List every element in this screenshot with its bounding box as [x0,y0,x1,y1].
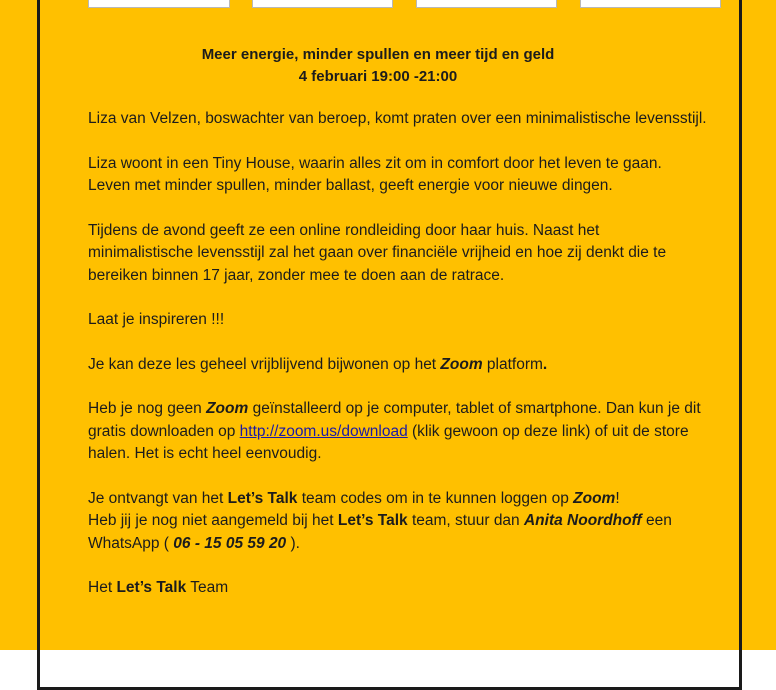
signature: Het Let’s Talk Team [88,579,229,596]
zoom-download-link[interactable]: http://zoom.us/download [239,422,408,440]
contact-phone: 06 - 15 05 59 20 [173,534,287,552]
paragraph-inspire: Laat je inspireren !!! [88,311,225,328]
event-date: 4 februari 19:00 -21:00 [298,68,458,85]
contact-name: Anita Noordhoff [523,512,642,529]
paragraph-tour: Tijdens de avond geeft ze een online rondleiding door haar huis. Naast het minimalistische levensstijl zal het gaan over financiële vrijheid en hoe zij denkt die te bereiken binnen 17 jaar, zonder mee te doen aan de ratrace. [88,221,667,284]
zoom-emphasis: Zoom [440,355,483,373]
paragraph-intro: Liza van Velzen, boswachter van beroep, komt praten over een minimalistische levensstijl. [88,110,707,127]
flyer-content [88,44,708,622]
zoom-emphasis: Zoom [206,400,249,417]
event-title: Meer energie, minder spullen en meer tijd en geld [201,46,555,63]
paragraph-zoom-install: Heb je nog geen Zoom geïnstalleerd op je computer, tablet of smartphone. Dan kun je dit gratis downloaden op http://zoom.us/download (klik gewoon op deze link) of uit de store halen. Het is echt heel eenvoudig. [88,400,701,462]
event-heading [28,44,728,88]
zoom-emphasis: Zoom [573,489,616,507]
team-name: Let’s Talk [116,579,187,596]
paragraph-zoom-platform: Je kan deze les geheel vrijblijvend bijwonen op het Zoom platform. [88,355,548,373]
team-name: Let’s Talk [227,489,298,507]
paragraph-codes: Je ontvangt van het Let’s Talk team codes om in te kunnen loggen op Zoom! Heb jij je nog niet aangemeld bij het Let’s Talk team, stuur dan Anita Noordhoff een WhatsApp ( 06 - 15 05 59 20 ). [88,489,672,552]
paragraph-tiny-house: Liza woont in een Tiny House, waarin alles zit om in comfort door het leven te gaan. Leven met minder spullen, minder ballast, geeft energie voor nieuwe dingen. [88,154,662,194]
team-name: Let’s Talk [337,512,408,529]
